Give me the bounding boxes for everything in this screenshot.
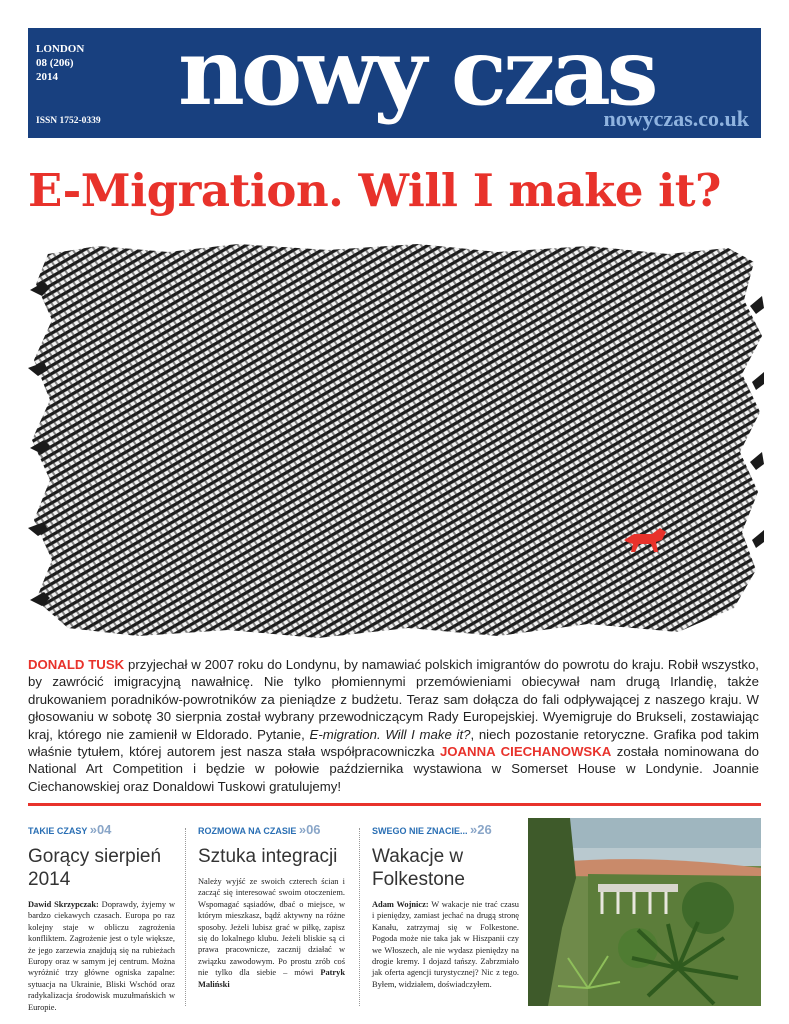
teaser-title: Gorący sierpień 2014 [28,846,162,890]
main-headline: E-Migration. Will I make it? [28,164,721,217]
lead-name-ciechanowska: JOANNA CIECHANOWSKA [439,744,612,760]
lead-text-1: przyjechał w 2007 roku do Londynu, by namawiać polskich imigrantów do powrotu do kraju. Robił wszystko, by zawrócić imigracyjną nawałnicę. Nie tylko płomiennymi przemówieniami obiecywał nam drugą Irlandię, także drukowaniem poradników-powrotników za pieniądze z budżetu. Teraz sam dołącza do fali odpływającej z naszego kraju. W głosowaniu w sobotę 30 sierpnia został wybrany przewodniczącym Rady Europejskiej. Wyemigruje do Brukseli, zostawiając kraj, którego nie zamienił w Eldorado. Pytanie, [28,657,759,742]
teaser-body [372,899,519,990]
teaser-author: Adam Wojnicz: [372,900,429,909]
masthead-issue: 08 (206) [36,57,74,69]
page-arrow: » [89,822,97,837]
masthead [28,18,761,138]
page-arrow: » [470,822,478,837]
kicker-label: TAKIE CZASY [28,826,88,836]
lead-paragraph [28,656,759,795]
teaser-takie-czasy[interactable] [28,822,175,1013]
column-separator [359,828,360,1006]
masthead-city: LONDON [36,43,85,55]
masthead-year: 2014 [36,71,58,83]
page-arrow: » [298,822,307,837]
lead-name-tusk: DONALD TUSK [28,657,125,672]
teaser-kicker [372,822,519,839]
zebra-herd-icon [28,240,764,644]
folkestone-garden-photo-icon [528,818,761,1006]
lead-text-3: została nominowana do National Art Competition i będzie w połowie października wystawiona w Somerset House w Londynie. Joannie Ciechanowskiej oraz Donaldowi Tuskowi gratulujemy! [28,744,759,794]
page-number: 06 [306,822,321,837]
teaser-kicker [198,822,345,839]
teaser-text: Doprawdy, żyjemy w bardzo ciekawych czasach. Europa po raz kolejny staje w obliczu zagrożenia konfliktem. Zagrożenie jest o tyle większe, że jego zarzewia znajdują się na rubieżach Europy oraz w samym jej centrum. Można wyróżnić trzy główne ogniska zapalne: sytuacja na Ukrainie, Bliski Wschód oraz radykalizacja środowisk muzułmańskich w Europie. [28,900,175,1012]
masthead-issn: ISSN 1752-0339 [36,116,101,126]
kicker-label: SWEGO NIE ZNACIE... [372,826,468,836]
teaser-author: Patryk Maliński [198,968,345,989]
page-number: 04 [96,822,112,837]
lead-text-2: , niech pozostanie retoryczne. Grafika pod takim właśnie tytułem, której autorem jest nasza stała współpracowniczka [28,726,759,760]
masthead-url[interactable]: nowyczas.co.uk [603,106,749,131]
page-number: 26 [477,822,492,837]
column-separator [185,828,186,1006]
teaser-text: Należy wyjść ze swoich czterech ścian i zacząć się interesować swoim otoczeniem. Wspomagać sąsiadów, dbać o miejsce, w którym mieszkasz, bądź aktywny na różne sposoby. Jeżeli lubisz grać w piłkę, zapisz się do lokalnego klubu. Jeżeli bliskie są ci prawa pracownicze, zacznij działać w związku zawodowym. Po prostu zrób coś nie tylko dla siebie – mówi [198,877,345,978]
teaser-rozmowa[interactable] [198,822,345,990]
teaser-title: Sztuka integracji [198,846,338,867]
teaser-swego[interactable] [372,822,519,990]
teaser-title: Wakacje w Folkestone [372,846,465,890]
kicker-label: ROZMOWA NA CZASIE [198,826,297,836]
teaser-body [198,876,345,990]
teaser-kicker [28,822,175,839]
teaser-body [28,899,175,1013]
section-divider [28,803,761,806]
lead-italic-title: E-migration. Will I make it? [309,726,471,742]
masthead-meta [36,42,84,84]
teaser-text: W wakacje nie trać czasu i pieniędzy, zamiast jechać na drugą stronę Kanału, zatrzymaj się w Folkestone. Pogoda może nie taka jak w Hiszpanii czy we Włoszech, ale nie wydasz pieniędzy na drogie kremy. I dojazd tańszy. Zabrzmiało jak oferta agencji turystycznej? Nic z tego. Byłem, widziałem, doświadczyłem. [372,900,519,989]
teaser-author: Dawid Skrzypczak: [28,900,99,909]
newspaper-title: nowy czas [178,18,655,126]
